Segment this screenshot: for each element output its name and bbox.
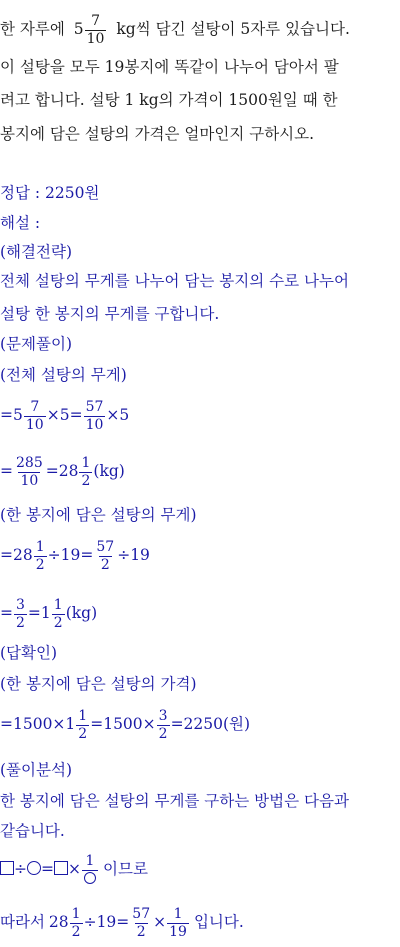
price-heading: (한 봉지에 담은 설탕의 가격)	[0, 675, 197, 693]
strategy-line-1: 전체 설탕의 무게를 나누어 담는 봉지의 수로 나누어	[0, 272, 349, 290]
equation-price: =1500×1 $\frac{1}{2}$ =1500× $\frac{3}{2}$ =2250(원)	[0, 708, 251, 742]
analysis-heading: (풀이분석)	[0, 761, 72, 779]
equation-total-2: = $\frac{285}{10}$ =28 $\frac{1}{2}$ (kg)	[0, 455, 125, 489]
rule-equation: ÷ = × 1 이므로	[0, 854, 148, 886]
mixed-whole: 5	[73, 20, 84, 39]
equation-total-1: =5 $\frac{7}{10}$ ×5= $\frac{57}{10}$ ×5	[0, 399, 130, 433]
fraction: $\frac{1}{2}$	[35, 539, 45, 573]
question-line-3: 려고 합니다. 설탕 1 kg의 가격이 1500원일 때 한	[0, 91, 338, 109]
square-icon	[54, 861, 68, 875]
fraction: $\frac{57}{2}$	[132, 906, 151, 940]
answer-label: 정답 : 2250원	[0, 184, 100, 202]
strategy-line-2: 설탕 한 봉지의 무게를 구합니다.	[0, 305, 220, 323]
fraction: $\frac{57}{10}$	[85, 399, 104, 433]
analysis-line-1: 한 봉지에 담은 설탕의 무게를 구하는 방법은 다음과	[0, 792, 349, 810]
equation-bag-2: = $\frac{3}{2}$ =1 $\frac{1}{2}$ (kg)	[0, 597, 98, 631]
final-equation: 따라서 28 $\frac{1}{2}$ ÷19= $\frac{57}{2}$ × $\frac{1}{19}$ 입니다.	[0, 906, 244, 940]
question-line-2: 이 설탕을 모두 19봉지에 똑같이 나누어 담아서 팔	[0, 58, 339, 76]
fraction: $\frac{1}{2}$	[53, 597, 63, 631]
fraction: $\frac{1}{2}$	[78, 708, 88, 742]
rule-suffix: 이므로	[103, 860, 148, 879]
question-text: 한 자루에	[0, 20, 65, 39]
fraction: $\frac{3}{2}$	[16, 597, 25, 631]
fraction: $\frac{1}{2}$	[81, 455, 91, 489]
fraction: $\frac{1}{2}$	[71, 906, 81, 940]
question-line-4: 봉지에 담은 설탕의 가격은 얼마인지 구하시오.	[0, 125, 315, 143]
equation-bag-1: =28 $\frac{1}{2}$ ÷19= $\frac{57}{2}$ ÷19	[0, 539, 150, 573]
analysis-line-2: 같습니다.	[0, 822, 65, 840]
bag-weight-heading: (한 봉지에 담은 설탕의 무게)	[0, 506, 197, 524]
check-heading: (답확인)	[0, 644, 58, 662]
fraction: $\frac{3}{2}$	[158, 708, 168, 742]
fraction: $\frac{1}{19}$	[169, 906, 187, 940]
fraction: $\frac{7}{10}$	[86, 13, 105, 47]
circle-icon	[27, 861, 41, 875]
strategy-heading: (해결전략)	[0, 243, 72, 261]
fraction: $\frac{57}{2}$	[96, 539, 115, 573]
fraction: 1	[82, 854, 98, 886]
explanation-label: 해설 :	[0, 214, 41, 232]
fraction: $\frac{7}{10}$	[25, 399, 44, 433]
question-text: kg씩 담긴 설탕이 5자루 있습니다.	[116, 20, 350, 39]
total-weight-heading: (전체 설탕의 무게)	[0, 366, 127, 384]
question-line-1	[0, 14, 350, 46]
fraction: $\frac{285}{10}$	[16, 455, 43, 489]
solve-heading: (문제풀이)	[0, 335, 72, 353]
circle-icon	[84, 872, 96, 884]
square-icon	[0, 861, 14, 875]
